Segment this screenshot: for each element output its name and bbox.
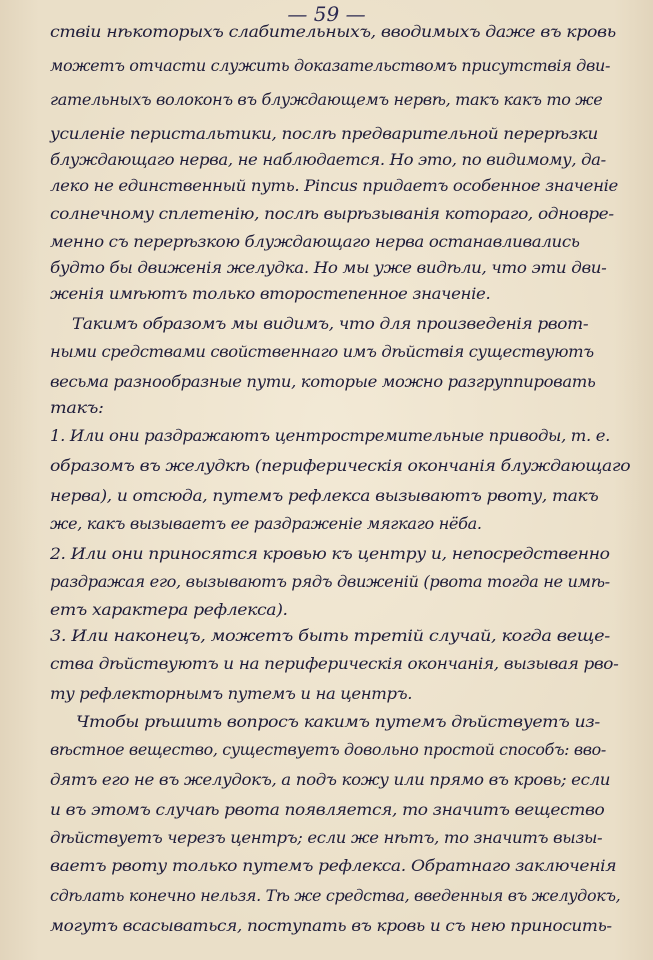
text-line: солнечному сплетенію, послѣ вырѣзыванія котораго, одновре- bbox=[50, 204, 614, 223]
text-line: нерва), и отсюда, путемъ рефлекса вызываютъ рвоту, такъ bbox=[50, 486, 599, 505]
text-line: етъ характера рефлекса). bbox=[50, 600, 288, 619]
text-line: ства дѣйствуютъ и на периферическія окончанія, вызывая рво- bbox=[50, 654, 619, 673]
text-line: ными средствами свойственнаго имъ дѣйствія существуютъ bbox=[50, 342, 594, 361]
text-line: образомъ въ желудкѣ (периферическія окончанія блуждающаго bbox=[50, 456, 631, 475]
text-line: Такимъ образомъ мы видимъ, что для произведенія рвот- bbox=[72, 314, 589, 333]
text-line: дѣйствуетъ черезъ центръ; если же нѣтъ, то значитъ вызы- bbox=[50, 828, 603, 847]
text-line: 3. Или наконецъ, можетъ быть третій случай, когда веще- bbox=[50, 626, 610, 645]
text-line: усиленіе перистальтики, послѣ предварительной перерѣзки bbox=[50, 124, 598, 143]
text-line: можетъ отчасти служить доказательствомъ присутствія дви- bbox=[50, 56, 611, 75]
text-line: 2. Или они приносятся кровью къ центру и, непосредственно bbox=[50, 544, 610, 563]
text-line: гательныхъ волоконъ въ блуждающемъ нервѣ, такъ какъ то же bbox=[50, 90, 603, 109]
text-line: вѣстное вещество, существуетъ довольно простой способъ: вво- bbox=[50, 740, 606, 759]
text-line: леко не единственный путь. Pincus придаетъ особенное значеніе bbox=[50, 176, 618, 195]
text-line: блуждающаго нерва, не наблюдается. Но это, по видимому, да- bbox=[50, 150, 606, 169]
text-line: Чтобы рѣшить вопросъ какимъ путемъ дѣйствуетъ из- bbox=[76, 712, 600, 731]
text-line: будто бы движенія желудка. Но мы уже видѣли, что эти дви- bbox=[50, 258, 607, 277]
text-line: такъ: bbox=[50, 398, 104, 417]
text-line: 1. Или они раздражаютъ центростремительные приводы, т. е. bbox=[50, 426, 610, 445]
text-line: весьма разнообразные пути, которые можно разгруппировать bbox=[50, 372, 596, 391]
text-line: сдѣлать конечно нельзя. Тѣ же средства, введенныя въ желудокъ, bbox=[50, 886, 621, 905]
text-line: менно съ перерѣзкою блуждающаго нерва останавливались bbox=[50, 232, 580, 251]
text-line: ту рефлекторнымъ путемъ и на центръ. bbox=[50, 684, 413, 703]
text-line: и въ этомъ случаѣ рвота появляется, то значитъ вещество bbox=[50, 800, 605, 819]
text-line: женія имѣютъ только второстепенное значеніе. bbox=[50, 284, 491, 303]
page-number: — 59 — bbox=[287, 2, 366, 26]
text-line: ствіи нѣкоторыхъ слабительныхъ, вводимыхъ даже въ кровь bbox=[50, 22, 616, 41]
text-line: могутъ всасываться, поступать въ кровь и съ нею приносить- bbox=[50, 916, 612, 935]
text-line: же, какъ вызываетъ ее раздраженіе мягкаго нёба. bbox=[50, 514, 482, 533]
text-line: ваетъ рвоту только путемъ рефлекса. Обратнаго заключенія bbox=[50, 856, 617, 875]
text-line: дятъ его не въ желудокъ, а подъ кожу или прямо въ кровь; если bbox=[50, 770, 611, 789]
text-line: раздражая его, вызываютъ рядъ движеній (рвота тогда не имѣ- bbox=[50, 572, 610, 591]
